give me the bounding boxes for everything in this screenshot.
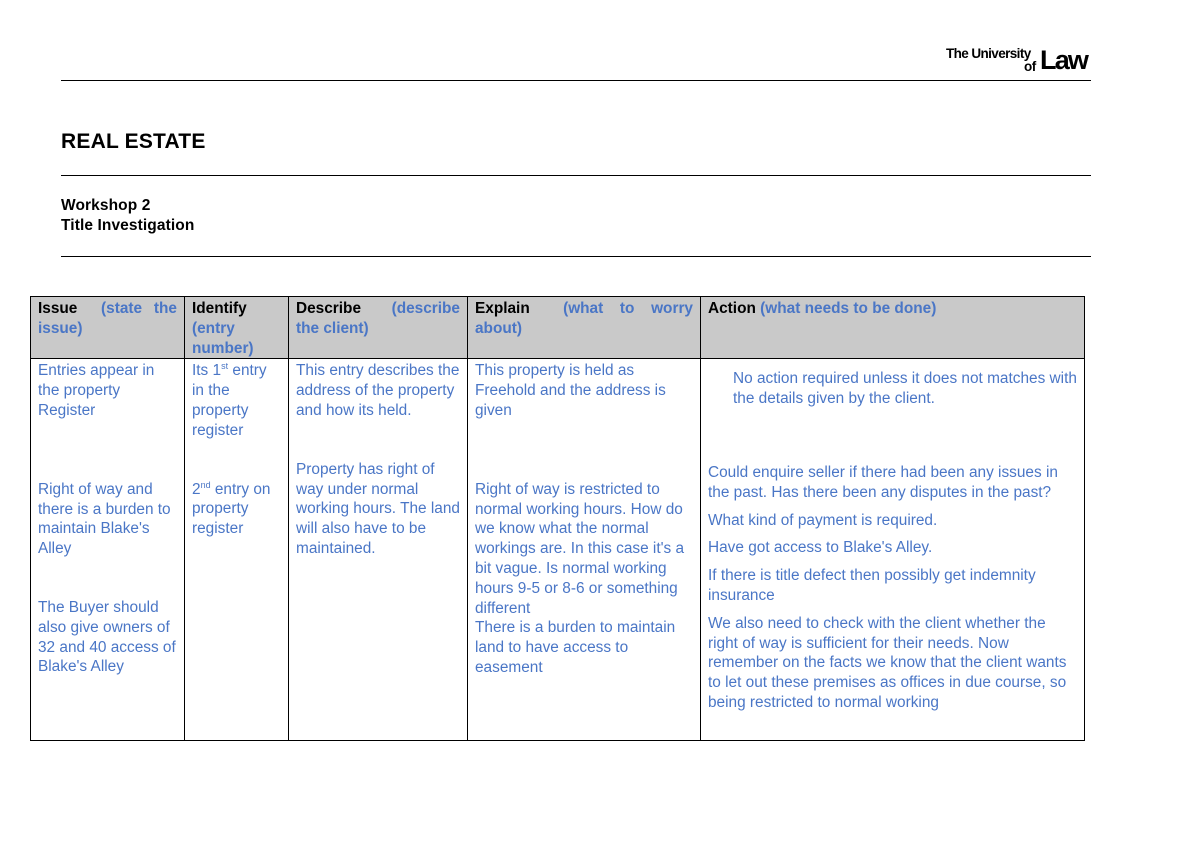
header-describe [289,297,468,359]
workshop-label: Workshop 2 [61,197,151,214]
page-title: REAL ESTATE [61,130,206,153]
explain-text: Right of way is restricted to normal working hours. How do we know what the normal workings are. In this case it's a bit vague. Is normal working hours 9-5 or 8-6 or something different [475,480,685,617]
identify-text: Its 1st entry in the property register [192,361,267,439]
action-text: If there is title defect then possibly get indemnity insurance [708,567,1036,604]
header-action [701,297,1085,359]
logo-line-2: of [1024,59,1036,74]
issue-cell [31,359,185,741]
describe-cell [289,359,468,741]
header-describe-note: (describe the client) [296,300,460,337]
header-action-note: (what needs to be done) [760,300,937,317]
header-issue-note: (state the issue) [38,300,177,337]
header-issue [31,297,185,359]
logo-line-3: Law [1040,45,1088,75]
document-subtitle: Title Investigation [61,217,195,234]
action-text: Have got access to Blake's Alley. [708,539,933,557]
action-text: We also need to check with the client whether the right of way is sufficient for their needs. Now remember on the facts we know that the client wants to let out these premises as offices in due course, so being restricted to normal working [708,614,1067,711]
action-text: Could enquire seller if there had been any issues in the past. Has there been any disputes in the past? [708,463,1058,501]
header-identify-label: Identify [192,300,247,317]
issue-text: The Buyer should also give owners of 32 and 40 access of Blake's Alley [38,598,176,676]
describe-text: Property has right of way under normal working hours. The land will also have to be maintained. [296,460,460,557]
action-text: No action required unless it does not matches with the details given by the client. [733,370,1077,408]
header-identify-note: (entry number) [192,319,254,357]
explain-text: There is a burden to maintain land to have access to easement [475,619,676,676]
header-issue-label: Issue [38,300,78,317]
identify-cell [185,359,289,741]
action-text: What kind of payment is required. [708,511,938,529]
subtitle-divider [61,256,1091,257]
logo-line-1: The University [946,46,1031,61]
header-explain [468,297,701,359]
explain-text: This property is held as Freehold and the address is given [475,362,666,419]
table-header-row [31,297,1085,359]
issue-text: Entries appear in the property Register [38,362,155,419]
describe-text: This entry describes the address of the property and how its held. [296,362,460,419]
title-divider [61,175,1091,176]
university-logo [946,44,1092,76]
header-action-label: Action [708,300,756,317]
header-identify [185,297,289,359]
header-divider [61,80,1091,81]
title-investigation-table [30,296,1085,741]
header-describe-label: Describe [296,300,362,317]
issue-text: Right of way and there is a burden to maintain Blake's Alley [38,480,171,558]
identify-text: 2nd entry on property register [192,479,271,538]
header-explain-label: Explain [475,300,530,317]
table-row [31,359,1085,741]
header-explain-note: (what to worry about) [475,300,693,337]
explain-cell [468,359,701,741]
action-cell [701,359,1085,741]
